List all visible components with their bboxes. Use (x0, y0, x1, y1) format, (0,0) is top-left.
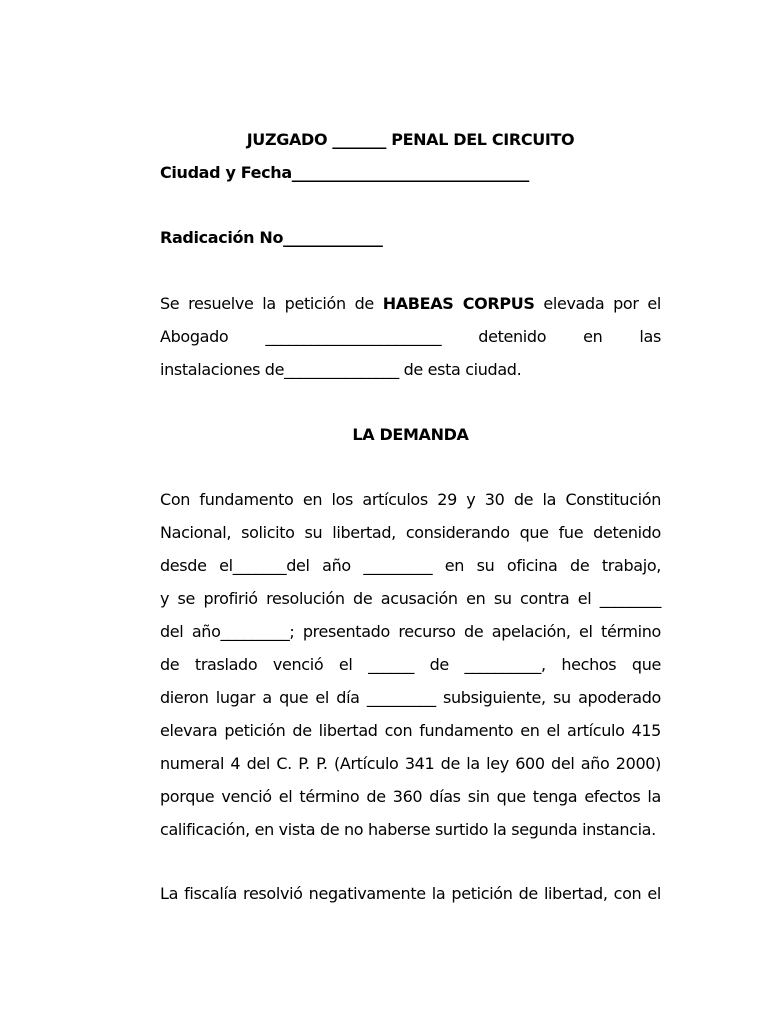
demanda-line: Con fundamento en los artículos 29 y 30 de la Constitución (160, 490, 661, 509)
radicacion-line (160, 221, 661, 254)
demanda-paragraph (160, 483, 661, 846)
abogado-text: Abogado (160, 327, 229, 346)
demanda-line: Nacional, solicito su libertad, considerando que fue detenido (160, 523, 661, 542)
city-date-text: Ciudad y Fecha_______________________________ (160, 163, 529, 182)
court-heading (160, 123, 661, 156)
demanda-line: y se profirió resolución de acusación en su contra el ________ (160, 589, 661, 608)
intro-line-2 (160, 320, 661, 353)
demanda-line: de traslado venció el ______ de __________, hechos que (160, 655, 661, 674)
demanda-line: porque venció el término de 360 días sin que tenga efectos la (160, 787, 661, 806)
intro-text-a: Se resuelve la petición de (160, 294, 374, 313)
habeas-corpus-text: HABEAS CORPUS (382, 294, 535, 313)
intro-line-3: instalaciones de_______________ de esta ciudad. (160, 360, 522, 379)
section-title (160, 418, 661, 451)
las-text: las (639, 327, 661, 346)
last-paragraph (160, 877, 661, 910)
demanda-line: calificación, en vista de no haberse surtido la segunda instancia. (160, 820, 656, 839)
radicacion-text: Radicación No_____________ (160, 228, 383, 247)
demanda-line: dieron lugar a que el día _________ subsiguiente, su apoderado (160, 688, 661, 707)
last-line: La fiscalía resolvió negativamente la petición de libertad, con el (160, 884, 661, 903)
en-text: en (583, 327, 603, 346)
abogado-blank: _______________________ (265, 327, 442, 346)
demanda-line: elevara petición de libertad con fundamento en el artículo 415 (160, 721, 661, 740)
court-heading-text: JUZGADO _______ PENAL DEL CIRCUITO (246, 130, 575, 149)
section-title-text: LA DEMANDA (352, 425, 469, 444)
demanda-line: del año_________; presentado recurso de apelación, el término (160, 622, 661, 641)
demanda-line: numeral 4 del C. P. P. (Artículo 341 de la ley 600 del año 2000) (160, 754, 661, 773)
intro-text-b: elevada por el (543, 294, 661, 313)
city-date-line (160, 156, 661, 189)
intro-line-1 (160, 287, 661, 320)
demanda-line: desde el_______del año _________ en su oficina de trabajo, (160, 556, 661, 575)
intro-paragraph (160, 287, 661, 386)
detenido-text: detenido (478, 327, 547, 346)
